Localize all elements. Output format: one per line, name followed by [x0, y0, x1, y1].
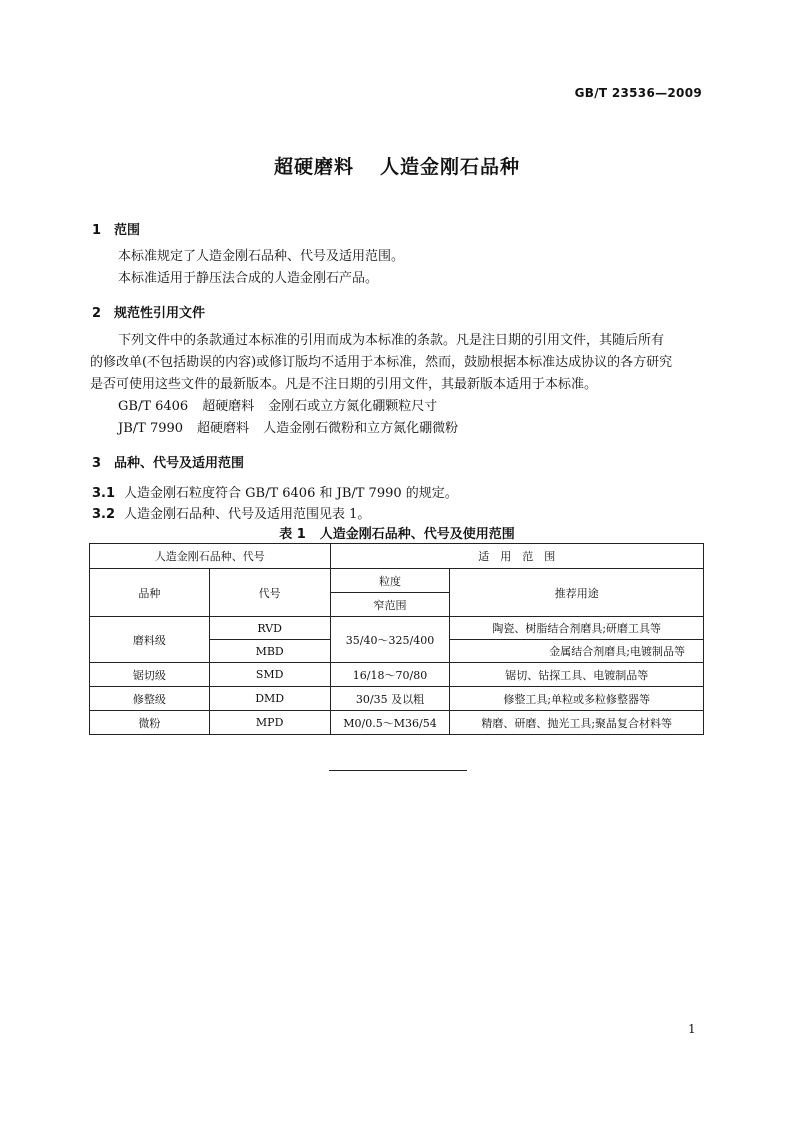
cell-grain: 30/35 及以粗	[330, 687, 450, 711]
clause-3-1-number: 3.1	[92, 486, 116, 501]
cell-grain: 16/18～70/80	[330, 663, 450, 687]
section-3-title: 品种、代号及适用范围	[114, 456, 245, 471]
table-row	[90, 711, 704, 735]
header-group-left: 人造金刚石品种、代号	[90, 544, 331, 569]
table-caption-number: 表 1	[279, 527, 306, 542]
section-1-heading	[92, 219, 140, 238]
cell-usage: 陶瓷、树脂结合剂磨具;研磨工具等	[450, 617, 704, 640]
section-2-heading	[92, 302, 205, 321]
header-usage: 推荐用途	[450, 569, 704, 617]
reference-2	[118, 417, 458, 440]
page-number: 1	[688, 1022, 696, 1036]
clause-3-2-text: 人造金刚石品种、代号及适用范围见表 1。	[124, 507, 371, 522]
section-1-line-2: 本标准适用于静压法合成的人造金刚石产品。	[118, 271, 379, 286]
cell-usage: 金属结合剂磨具;电镀制品等	[450, 640, 704, 663]
cell-code: RVD	[209, 617, 330, 640]
cell-code: MBD	[209, 640, 330, 663]
section-2-para-line-3: 是否可使用这些文件的最新版本。凡是不注日期的引用文件，其最新版本适用于本标准。	[90, 377, 598, 392]
reference-1-title: 超硬磨料	[202, 399, 255, 414]
reference-2-desc: 人造金刚石微粉和立方氮化硼微粉	[263, 421, 459, 436]
reference-1-code: GB/T 6406	[118, 399, 189, 414]
cell-usage: 精磨、研磨、抛光工具;聚晶复合材料等	[450, 711, 704, 735]
standard-code: GB/T 23536—2009	[574, 86, 702, 100]
section-1-line-1: 本标准规定了人造金刚石品种、代号及适用范围。	[118, 249, 405, 264]
table-row	[90, 663, 704, 687]
reference-2-code: JB/T 7990	[118, 421, 184, 436]
section-2-title: 规范性引用文件	[114, 306, 206, 321]
table-caption	[0, 523, 794, 542]
cell-usage: 锯切、钻探工具、电镀制品等	[450, 663, 704, 687]
header-variety: 品种	[90, 569, 210, 617]
table-caption-text: 人造金刚石品种、代号及使用范围	[319, 527, 515, 542]
reference-1	[118, 395, 437, 418]
cell-grain: M0/0.5～M36/54	[330, 711, 450, 735]
cell-code: DMD	[209, 687, 330, 711]
section-1-number: 1	[92, 223, 102, 238]
reference-2-title: 超硬磨料	[197, 421, 250, 436]
cell-usage: 修整工具;单粒或多粒修整器等	[450, 687, 704, 711]
header-code: 代号	[209, 569, 330, 617]
header-grain: 粒度	[330, 569, 450, 593]
cell-variety: 修整级	[90, 687, 210, 711]
table-row	[90, 687, 704, 711]
table-header-row-2	[90, 569, 704, 593]
section-2-para-line-1: 下列文件中的条款通过本标准的引用而成为本标准的条款。凡是注日期的引用文件，其随后所有	[118, 333, 665, 348]
cell-code: MPD	[209, 711, 330, 735]
clause-3-2-number: 3.2	[92, 507, 116, 522]
header-grain-narrow: 窄范围	[330, 593, 450, 617]
section-3-number: 3	[92, 456, 102, 471]
title-part-2: 人造金刚石品种	[380, 156, 521, 178]
cell-variety: 微粉	[90, 711, 210, 735]
end-rule	[329, 770, 467, 771]
section-1-title: 范围	[114, 223, 141, 238]
cell-variety: 锯切级	[90, 663, 210, 687]
clause-3-1-text: 人造金刚石粒度符合 GB/T 6406 和 JB/T 7990 的规定。	[124, 486, 458, 501]
table-header-row-1	[90, 544, 704, 569]
clause-3-1	[92, 482, 458, 501]
section-2-para-line-2: 的修改单(不包括勘误的内容)或修订版均不适用于本标准，然而，鼓励根据本标准达成协议的各方研究	[90, 355, 673, 370]
cell-code: SMD	[209, 663, 330, 687]
reference-1-desc: 金刚石或立方氮化硼颗粒尺寸	[268, 399, 438, 414]
section-3-heading	[92, 452, 244, 471]
table-row	[90, 617, 704, 640]
variety-table	[89, 543, 704, 735]
section-2-number: 2	[92, 306, 102, 321]
cell-grain: 35/40～325/400	[330, 617, 450, 663]
document-title	[0, 152, 794, 179]
cell-variety: 磨料级	[90, 617, 210, 663]
clause-3-2	[92, 503, 370, 522]
title-part-1: 超硬磨料	[273, 156, 354, 178]
header-group-right: 适 用 范 围	[330, 544, 703, 569]
